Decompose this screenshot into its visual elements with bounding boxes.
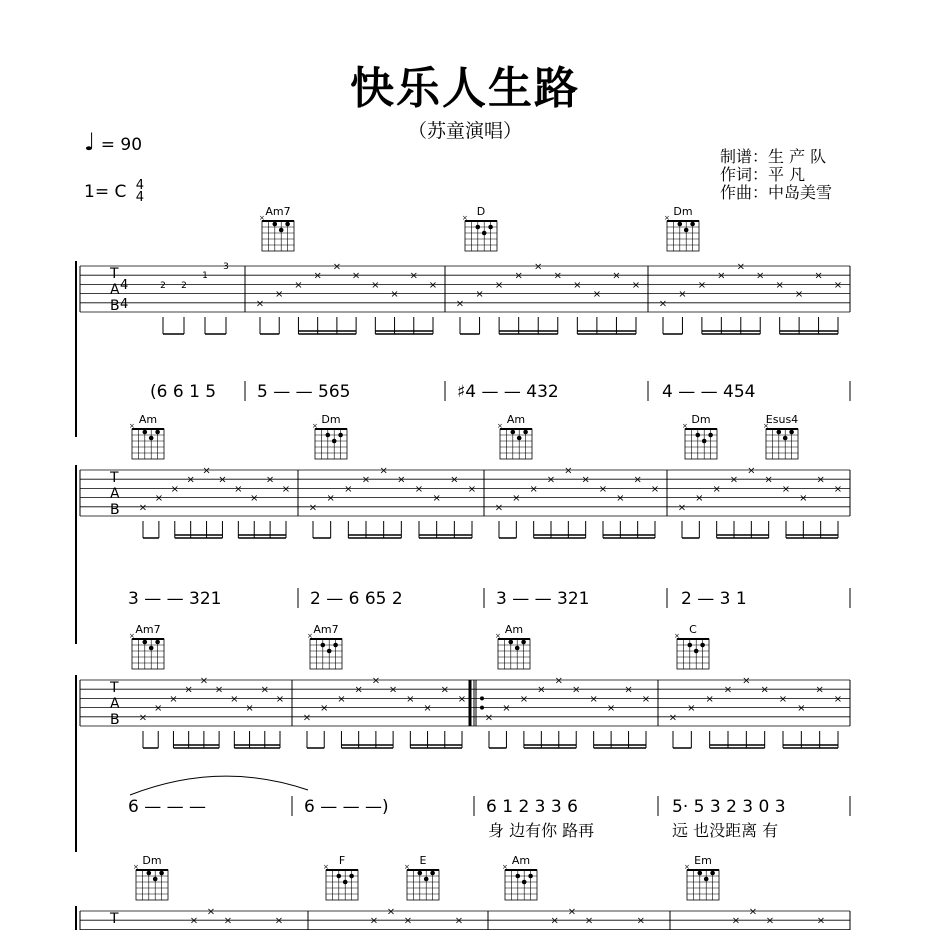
- strum-mark: ×: [186, 474, 195, 486]
- notation-measure: ♯4 — — 432: [457, 382, 559, 402]
- strum-mark: ×: [748, 906, 758, 918]
- chord-finger-dot: [143, 640, 148, 645]
- strum-mark: ×: [641, 693, 651, 705]
- strum-mark: ×: [816, 474, 825, 486]
- strum-mark: ×: [554, 675, 563, 687]
- strum-mark: ×: [833, 483, 843, 495]
- strum-mark: ×: [206, 906, 216, 918]
- strum-mark: ×: [697, 279, 707, 291]
- notation-measure: 5· 5 3 2 3 0 3: [672, 797, 786, 817]
- chord-finger-dot: [521, 640, 526, 645]
- chord-name: Am7: [135, 623, 161, 636]
- phrase-slur: [130, 776, 308, 795]
- strum-mark: ×: [170, 483, 179, 495]
- quarter-note-icon: ♩: [84, 128, 96, 156]
- strum-mark: ×: [584, 915, 594, 927]
- tab-letter: B: [110, 712, 120, 728]
- strum-mark: ×: [624, 684, 633, 696]
- time-signature-bottom: 4: [120, 297, 129, 312]
- tab-letter: A: [110, 696, 120, 712]
- chord-mute-mark: ×: [502, 863, 508, 871]
- credit-arranger: 制谱：生 产 队: [720, 147, 827, 166]
- chord-finger-dot: [516, 874, 521, 879]
- chord-finger-dot: [700, 643, 705, 648]
- chord-name: F: [338, 854, 346, 867]
- chord-finger-dot: [337, 874, 342, 879]
- strum-mark: ×: [553, 270, 562, 282]
- chord-finger-dot: [326, 433, 331, 438]
- strum-mark: ×: [494, 279, 504, 291]
- lyric-line: 身 边有你 路再: [488, 821, 595, 840]
- strum-mark: ×: [379, 465, 388, 477]
- tab-letter: B: [110, 298, 120, 314]
- chord-finger-dot: [698, 871, 703, 876]
- strum-mark: ×: [275, 693, 285, 705]
- strum-mark: ×: [371, 279, 380, 291]
- strum-mark: ×: [184, 684, 193, 696]
- chord-finger-dot: [147, 871, 152, 876]
- chord-finger-dot: [321, 643, 326, 648]
- repeat-dot: [480, 706, 484, 710]
- chord-finger-dot: [143, 430, 148, 435]
- strum-mark: ×: [589, 693, 598, 705]
- tab-letter: A: [110, 486, 120, 502]
- strum-mark: ×: [409, 270, 418, 282]
- notation-measure: 6 1 2 3 3 6: [486, 797, 578, 817]
- notation-measure: 6 — — —): [304, 797, 389, 817]
- strum-mark: ×: [742, 675, 751, 687]
- chord-finger-dot: [155, 640, 160, 645]
- strum-mark: ×: [736, 261, 745, 273]
- chord-finger-dot: [684, 228, 689, 233]
- chord-mute-mark: ×: [312, 422, 318, 430]
- key-text: 1= C: [84, 182, 127, 202]
- notation-measure: 3 — — 321: [128, 589, 222, 609]
- strum-mark: ×: [245, 703, 254, 715]
- chord-finger-dot: [517, 436, 522, 441]
- notation-measure: 2 — 6 65 2: [310, 589, 403, 609]
- chord-finger-dot: [327, 649, 332, 654]
- strum-mark: ×: [612, 270, 621, 282]
- song-subtitle: （苏童演唱）: [407, 120, 522, 142]
- strum-mark: ×: [189, 915, 199, 927]
- strum-mark: ×: [475, 289, 484, 301]
- strum-mark: ×: [529, 483, 538, 495]
- chord-finger-dot: [476, 225, 481, 230]
- chord-name: Dm: [321, 413, 341, 426]
- chord-name: E: [419, 854, 427, 867]
- chord-finger-dot: [333, 643, 338, 648]
- chord-finger-dot: [702, 439, 707, 444]
- strum-mark: ×: [550, 915, 559, 927]
- chord-finger-dot: [708, 433, 713, 438]
- strum-mark: ×: [332, 261, 342, 273]
- chord-finger-dot: [338, 433, 343, 438]
- chord-finger-dot: [149, 436, 154, 441]
- chord-finger-dot: [783, 436, 788, 441]
- strum-mark: ×: [369, 915, 379, 927]
- strum-mark: ×: [616, 493, 625, 505]
- strum-mark: ×: [361, 474, 371, 486]
- strum-mark: ×: [467, 483, 477, 495]
- tab-letter: T: [110, 266, 119, 282]
- strum-mark: ×: [494, 502, 504, 514]
- strum-mark: ×: [781, 483, 791, 495]
- chord-finger-dot: [349, 874, 354, 879]
- strum-mark: ×: [512, 493, 521, 505]
- strum-mark: ×: [816, 915, 826, 927]
- tab-letter: T: [110, 911, 119, 927]
- strum-mark: ×: [281, 483, 291, 495]
- chord-finger-dot: [424, 877, 429, 882]
- chord-finger-dot: [515, 646, 520, 651]
- chord-finger-dot: [488, 225, 493, 230]
- chord-mute-mark: ×: [684, 863, 690, 871]
- strum-mark: ×: [313, 270, 322, 282]
- strum-mark: ×: [344, 483, 353, 495]
- strum-mark: ×: [534, 261, 543, 273]
- strum-mark: ×: [765, 915, 775, 927]
- strum-mark: ×: [255, 298, 265, 310]
- chord-name: Dm: [142, 854, 162, 867]
- chord-finger-dot: [418, 871, 423, 876]
- strum-mark: ×: [260, 684, 269, 696]
- strum-mark: ×: [440, 684, 449, 696]
- strum-mark: ×: [202, 465, 211, 477]
- strum-mark: ×: [797, 703, 806, 715]
- strum-mark: ×: [581, 474, 590, 486]
- strum-mark: ×: [747, 465, 756, 477]
- tab-letter: B: [110, 502, 120, 518]
- strum-mark: ×: [308, 502, 318, 514]
- strum-mark: ×: [731, 915, 741, 927]
- chord-finger-dot: [332, 439, 337, 444]
- strum-mark: ×: [234, 483, 243, 495]
- strum-mark: ×: [450, 474, 459, 486]
- chord-finger-dot: [690, 222, 695, 227]
- strum-mark: ×: [833, 279, 843, 291]
- strum-mark: ×: [390, 289, 399, 301]
- chord-mute-mark: ×: [129, 422, 135, 430]
- tab-fret-number: 2: [181, 281, 187, 291]
- strum-mark: ×: [712, 483, 721, 495]
- chord-name: Am7: [265, 205, 291, 218]
- strum-mark: ×: [695, 493, 704, 505]
- chord-finger-dot: [522, 880, 527, 885]
- strum-mark: ×: [169, 693, 178, 705]
- strum-mark: ×: [454, 915, 464, 927]
- chord-name: Dm: [691, 413, 711, 426]
- chord-finger-dot: [343, 880, 348, 885]
- chord-finger-dot: [694, 649, 699, 654]
- chord-finger-dot: [155, 430, 160, 435]
- notation-measure: 5 — — 565: [257, 382, 351, 402]
- chord-name: C: [689, 623, 697, 636]
- strum-mark: ×: [564, 465, 573, 477]
- strum-mark: ×: [677, 502, 687, 514]
- strum-mark: ×: [428, 279, 438, 291]
- strum-mark: ×: [668, 712, 678, 724]
- chord-mute-mark: ×: [495, 632, 501, 640]
- strum-mark: ×: [386, 906, 396, 918]
- notation-measure: 2 — 3 1: [681, 589, 747, 609]
- strum-mark: ×: [815, 684, 824, 696]
- strum-mark: ×: [218, 474, 227, 486]
- strum-mark: ×: [567, 906, 577, 918]
- strum-mark: ×: [154, 703, 163, 715]
- strum-mark: ×: [756, 270, 765, 282]
- strum-mark: ×: [546, 474, 556, 486]
- strum-mark: ×: [199, 675, 209, 687]
- credit-lyricist: 作词：平 凡: [720, 165, 806, 184]
- chord-finger-dot: [688, 643, 693, 648]
- chord-name: Em: [694, 854, 712, 867]
- strum-mark: ×: [302, 712, 312, 724]
- strum-mark: ×: [294, 279, 303, 291]
- chord-finger-dot: [509, 640, 514, 645]
- lyric-line: 远 也没距离 有: [672, 821, 779, 840]
- tab-fret-number: 2: [160, 281, 166, 291]
- strum-mark: ×: [717, 270, 726, 282]
- strum-mark: ×: [406, 693, 415, 705]
- strum-mark: ×: [154, 493, 164, 505]
- tab-fret-number: 1: [202, 271, 208, 281]
- strum-mark: ×: [633, 474, 642, 486]
- chord-finger-dot: [273, 222, 278, 227]
- strum-mark: ×: [760, 684, 769, 696]
- strum-mark: ×: [650, 483, 660, 495]
- strum-mark: ×: [592, 289, 602, 301]
- notation-measure: (6 6 1 5: [150, 382, 217, 402]
- strum-mark: ×: [371, 675, 381, 687]
- strum-mark: ×: [354, 684, 363, 696]
- strum-mark: ×: [705, 693, 714, 705]
- tab-letter: T: [110, 680, 119, 696]
- strum-mark: ×: [320, 703, 329, 715]
- chord-finger-dot: [482, 231, 487, 236]
- chord-mute-mark: ×: [462, 214, 468, 222]
- chord-finger-dot: [704, 877, 709, 882]
- strum-mark: ×: [326, 493, 335, 505]
- strum-mark: ×: [775, 279, 784, 291]
- strum-mark: ×: [636, 915, 645, 927]
- chord-finger-dot: [777, 430, 782, 435]
- chord-finger-dot: [279, 228, 284, 233]
- strum-mark: ×: [687, 703, 696, 715]
- chord-name: Dm: [673, 205, 693, 218]
- strum-mark: ×: [403, 915, 413, 927]
- chord-finger-dot: [696, 433, 701, 438]
- chord-finger-dot: [153, 877, 158, 882]
- tab-fret-number: 3: [223, 262, 229, 272]
- credit-composer: 作曲：中岛美雪: [720, 183, 833, 202]
- chord-name: Am: [506, 413, 526, 426]
- chord-name: D: [476, 205, 486, 218]
- tab-letter: A: [110, 282, 120, 298]
- strum-mark: ×: [351, 270, 361, 282]
- strum-mark: ×: [414, 483, 424, 495]
- strum-mark: ×: [598, 483, 608, 495]
- strum-mark: ×: [723, 684, 733, 696]
- strum-mark: ×: [457, 693, 467, 705]
- chord-mute-mark: ×: [404, 863, 410, 871]
- strum-mark: ×: [537, 684, 546, 696]
- strum-mark: ×: [814, 270, 823, 282]
- strum-mark: ×: [572, 684, 581, 696]
- strum-mark: ×: [658, 298, 668, 310]
- tab-letter: T: [110, 470, 119, 486]
- strum-mark: ×: [573, 279, 582, 291]
- chord-name: Am: [504, 623, 524, 636]
- strum-mark: ×: [794, 289, 804, 301]
- tempo-value: = 90: [100, 135, 143, 155]
- chord-finger-dot: [523, 430, 528, 435]
- strum-mark: ×: [230, 693, 239, 705]
- strum-mark: ×: [514, 270, 523, 282]
- chord-finger-dot: [710, 871, 715, 876]
- strum-mark: ×: [484, 712, 494, 724]
- strum-mark: ×: [502, 703, 511, 715]
- strum-mark: ×: [423, 703, 432, 715]
- chord-mute-mark: ×: [763, 422, 769, 430]
- strum-mark: ×: [265, 474, 275, 486]
- repeat-dot: [480, 696, 484, 700]
- strum-mark: ×: [138, 502, 148, 514]
- chord-finger-dot: [511, 430, 516, 435]
- strum-mark: ×: [764, 474, 773, 486]
- notation-measure: 6 — — —: [128, 797, 207, 817]
- strum-mark: ×: [275, 289, 284, 301]
- chord-finger-dot: [430, 871, 435, 876]
- chord-finger-dot: [789, 430, 794, 435]
- chord-mute-mark: ×: [497, 422, 503, 430]
- chord-name: Esus4: [765, 413, 799, 426]
- strum-mark: ×: [214, 684, 224, 696]
- strum-mark: ×: [833, 693, 843, 705]
- strum-mark: ×: [631, 279, 641, 291]
- strum-mark: ×: [337, 693, 346, 705]
- time-top: 4: [135, 178, 145, 193]
- chord-mute-mark: ×: [259, 214, 265, 222]
- chord-name: Am: [511, 854, 531, 867]
- strum-mark: ×: [250, 493, 259, 505]
- chord-mute-mark: ×: [307, 632, 313, 640]
- chord-finger-dot: [149, 646, 154, 651]
- chord-finger-dot: [678, 222, 683, 227]
- time-signature-top: 4: [120, 278, 129, 293]
- strum-mark: ×: [778, 693, 788, 705]
- strum-mark: ×: [606, 703, 616, 715]
- chord-mute-mark: ×: [664, 214, 670, 222]
- time-bottom: 4: [135, 190, 145, 205]
- strum-mark: ×: [138, 712, 148, 724]
- strum-mark: ×: [678, 289, 687, 301]
- strum-mark: ×: [223, 915, 233, 927]
- chord-mute-mark: ×: [323, 863, 329, 871]
- strum-mark: ×: [397, 474, 406, 486]
- notation-measure: 4 — — 454: [662, 382, 756, 402]
- chord-mute-mark: ×: [133, 863, 139, 871]
- strum-mark: ×: [274, 915, 284, 927]
- strum-mark: ×: [799, 493, 808, 505]
- strum-mark: ×: [729, 474, 739, 486]
- chord-mute-mark: ×: [674, 632, 680, 640]
- strum-mark: ×: [388, 684, 398, 696]
- chord-mute-mark: ×: [129, 632, 135, 640]
- strum-mark: ×: [455, 298, 465, 310]
- song-title: 快乐人生路: [350, 63, 580, 114]
- chord-finger-dot: [159, 871, 164, 876]
- chord-finger-dot: [528, 874, 533, 879]
- chord-mute-mark: ×: [682, 422, 688, 430]
- chord-name: Am: [138, 413, 158, 426]
- chord-name: Am7: [313, 623, 339, 636]
- notation-measure: 3 — — 321: [496, 589, 590, 609]
- strum-mark: ×: [519, 693, 529, 705]
- strum-mark: ×: [432, 493, 441, 505]
- chord-finger-dot: [285, 222, 290, 227]
